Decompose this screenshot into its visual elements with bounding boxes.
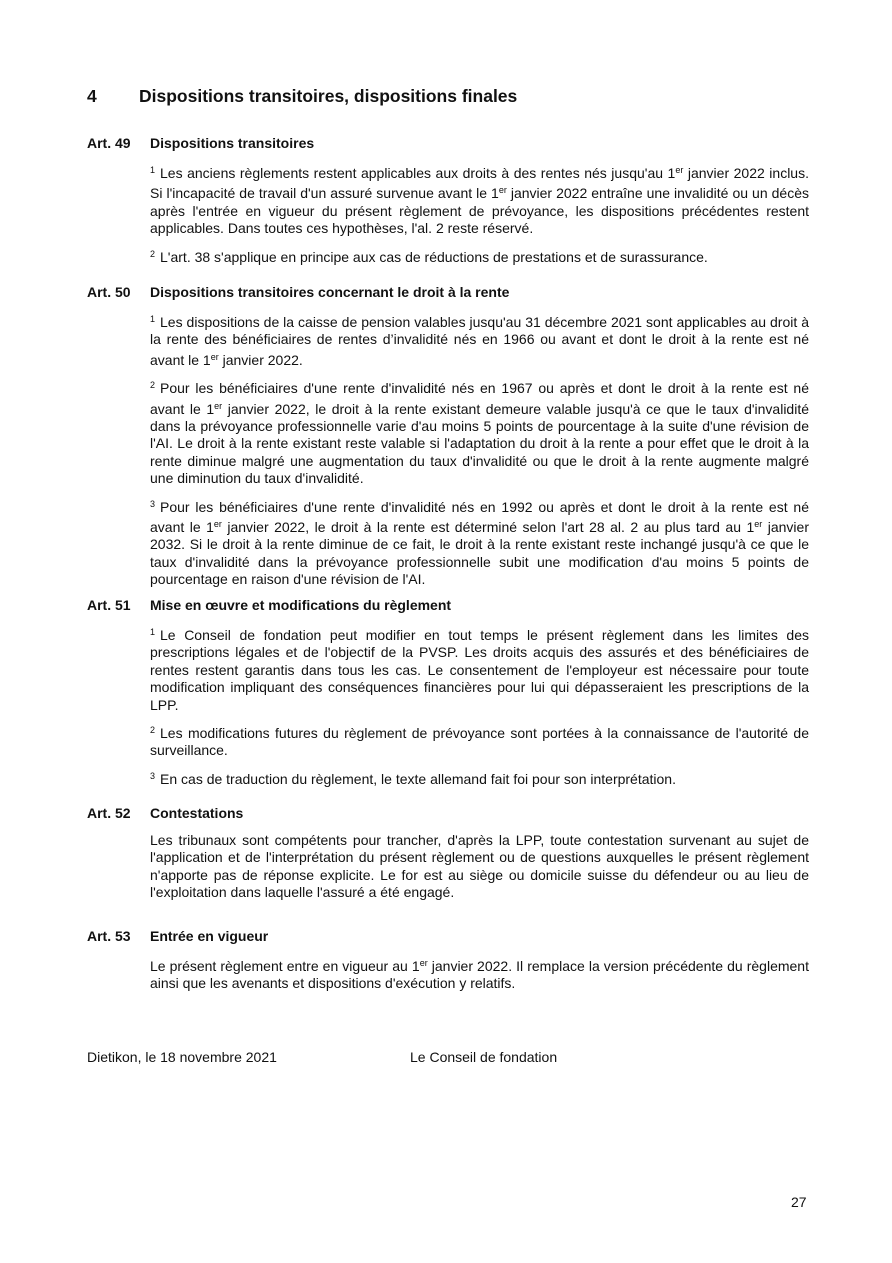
paragraph [150,496,809,589]
paragraph [150,955,809,993]
chapter-heading [87,86,517,107]
paragraph-number: 2 [150,248,156,259]
paragraph-text: janvier 2022, le droit à la rente est déterminé selon l'art 28 al. 2 au plus tard au 1 [221,519,755,536]
article-heading [87,134,809,152]
paragraph-text: Les dispositions de la caisse de pension valables jusqu'au 31 décembre 2021 sont applicables au droit à la rente des bénéficiaires de rentes d’invalidité nés en 1966 ou avant et dont le droit à la rente est né avant le 1 [150,314,809,368]
paragraph-text: Les anciens règlements restent applicables aux droits à des rentes nés jusqu'au 1 [160,165,676,181]
ordinal-suffix: er [419,958,428,968]
paragraph-number: 2 [150,725,156,736]
chapter-title: Dispositions transitoires, dispositions finales [139,86,518,106]
article-53 [87,927,809,993]
article-52 [87,804,809,902]
article-number: Art. 51 [87,597,131,613]
paragraph-text: janvier 2022 entraîne une invalidité ou un décès après l'entrée en vigueur du présent règlement de prévoyance, les dispositions précédentes restent applicables. Dans toutes ces hypothèses, l'al. 2 reste réservé. [150,185,809,237]
ordinal-suffix: er [675,165,684,175]
paragraph-number: 1 [150,165,156,175]
paragraph [150,624,809,714]
paragraph [150,162,809,238]
article-heading [87,804,809,822]
paragraph-number: 3 [150,498,156,509]
ordinal-suffix: er [754,519,763,530]
paragraph [150,311,809,369]
paragraph-text: Les modifications futures du règlement de prévoyance sont portées à la connaissance de l'autorité de surveillance. [150,725,809,759]
paragraph-number: 3 [150,770,156,781]
paragraph-text: Le Conseil de fondation peut modifier en tout temps le présent règlement dans les limites des prescriptions légales et de l'objectif de la PVSP. Les droits acquis des assurés et des bénéficiaires de rentes restent garantis dans tous les cas. Le consentement de l'employeur est nécessaire pour toute modification impliquant des conséquences financières pour lui qui dépasseraient les prescriptions de la LPP. [150,627,809,713]
paragraph-number: 1 [150,627,156,637]
article-title: Mise en œuvre et modifications du règlement [150,597,452,613]
paragraph-text: janvier 2032. Si le droit à la rente diminue de ce fait, le droit à la rente existant reste inchangé jusqu'à ce que le taux d'invalidité dans la prévoyance professionnelle subit une modification d'au moins 5 points de pourcentage en raison d'une révision de l'AI. [150,519,809,588]
paragraph [150,768,809,788]
paragraph [150,722,809,760]
article-number: Art. 52 [87,805,131,821]
article-49 [87,134,809,266]
ordinal-suffix: er [210,351,219,362]
paragraph-text: L'art. 38 s'applique en principe aux cas de réductions de prestations et de surassurance. [160,248,708,265]
article-number: Art. 49 [87,135,131,151]
article-title: Dispositions transitoires [150,135,315,151]
ordinal-suffix: er [213,519,222,530]
paragraph [150,377,809,487]
article-heading [87,927,809,945]
article-number: Art. 53 [87,928,131,944]
paragraph-text: Le présent règlement entre en vigueur au 1 [150,958,420,974]
ordinal-suffix: er [214,400,223,411]
article-heading [87,596,809,614]
paragraph-text: janvier 2022 inclus. Si l'incapacité de travail d'un assuré survenue avant le 1 [150,165,809,202]
paragraph-text: Pour les bénéficiaires d'une rente d'invalidité nés en 1967 ou après et dont le droit à la rente est né avant le 1 [150,380,809,417]
article-heading [87,283,809,301]
paragraph-text: Pour les bénéficiaires d'une rente d'invalidité nés en 1992 ou après et dont le droit à la rente est né avant le 1 [150,498,809,536]
paragraph-number: 1 [150,314,156,324]
paragraph-text: janvier 2022. Il remplace la version précédente du règlement ainsi que les avenants et dispositions d'exécution y relatifs. [150,958,809,992]
signatory: Le Conseil de fondation [410,1049,558,1065]
article-title: Entrée en vigueur [150,928,269,944]
article-title: Dispositions transitoires concernant le droit à la rente [150,284,510,300]
paragraph-text: En cas de traduction du règlement, le texte allemand fait foi pour son interprétation. [160,770,676,787]
paragraph-number: 2 [150,380,156,391]
article-50 [87,283,809,589]
paragraph [150,246,809,266]
article-number: Art. 50 [87,284,131,300]
paragraph-text: janvier 2022. [218,351,303,368]
article-51 [87,596,809,788]
page-number: 27 [791,1194,807,1210]
paragraph-text: janvier 2022, le droit à la rente existant demeure valable jusqu'à ce que le taux d'invalidité dans la prévoyance professionnelle varie d'au moins 5 points de pourcentage à la suite d'une révision de l'AI. Le droit à la rente existant reste valable si l'adaptation du droit à la rente a pour effet que le droit à la rente diminue malgré une augmentation du taux d'invalidité ou que le droit à la rente augmente malgré une diminution du taux d'invalidité. [150,400,809,487]
ordinal-suffix: er [498,185,507,196]
paragraph [150,832,809,902]
place-date: Dietikon, le 18 novembre 2021 [87,1049,277,1065]
paragraph-text: Les tribunaux sont compétents pour trancher, d'après la LPP, toute contestation survenant au sujet de l'application et de l'interprétation du présent règlement ou de questions auxquelles le présent règlement n'apporte pas de réponse explicite. Le for est au siège ou domicile suisse du défendeur ou au lieu de l'exploitation dans laquelle l'assuré a été engagé. [150,832,809,901]
article-title: Contestations [150,805,244,821]
chapter-number: 4 [87,86,97,106]
